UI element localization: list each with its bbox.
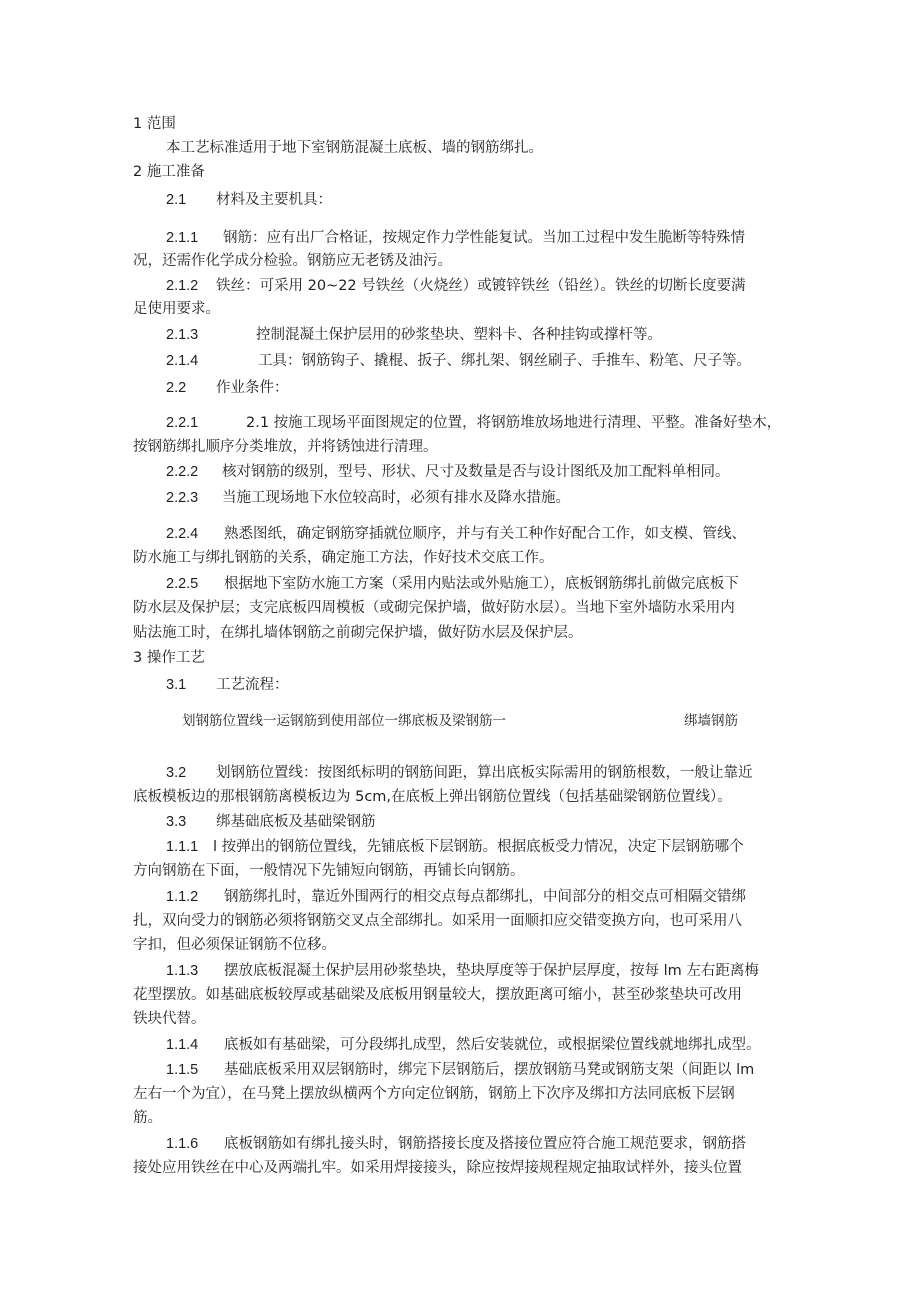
clause-1-1-3 [166, 961, 759, 981]
clause-text: 铁丝：可采用 20~22 号铁丝（火烧丝）或镀锌铁丝（铅丝）。铁丝的切断长度要满 [216, 278, 746, 294]
clause-1-1-2 [166, 887, 746, 907]
clause-number: 1.1.1 [166, 839, 199, 855]
clause-2-2-1-cont: 按钢筋绑扎顺序分类堆放，并将锈蚀进行清理。 [133, 439, 438, 455]
clause-2-1 [166, 190, 332, 210]
clause-1-1-1 [166, 837, 744, 857]
clause-text: 工艺流程： [216, 677, 289, 693]
process-flow-left: 划钢筋位置线一运钢筋到使用部位一绑底板及梁钢筋一 [182, 713, 506, 729]
clause-number: 2.2.3 [166, 490, 199, 506]
clause-1-1-5-cont: 左右一个为宜），在马凳上摆放纵横两个方向定位钢筋，钢筋上下次序及绑扣方法同底板下层钢 [133, 1086, 735, 1102]
clause-number: 1.1.2 [166, 889, 199, 905]
clause-text: 熟悉图纸，确定钢筋穿插就位顺序，并与有关工种作好配合工作，如支模、管线、 [224, 526, 746, 542]
clause-text: 当施工现场地下水位较高时，必须有排水及降水措施。 [222, 490, 570, 506]
clause-3-1 [166, 675, 289, 695]
clause-2-1-4 [166, 351, 751, 371]
clause-3-2-cont: 底板模板边的那根钢筋离模板边为 5cm,在底板上弹出钢筋位置线（包括基础梁钢筋位置线）。 [133, 789, 732, 805]
clause-number: 2.2.1 [166, 415, 199, 431]
clause-number: 1.1.3 [166, 963, 199, 979]
clause-1-1-2-cont: 扎，双向受力的钢筋必须将钢筋交叉点全部绑扎。如采用一面顺扣应交错变换方向，也可采用八 [133, 913, 742, 929]
clause-2-2 [166, 378, 289, 398]
clause-number: 2.1.2 [166, 278, 199, 294]
clause-1-1-4 [166, 1035, 761, 1055]
clause-number: 3.1 [166, 677, 187, 693]
clause-number: 2.1.3 [166, 327, 199, 343]
clause-number: 2.2.2 [166, 464, 199, 480]
clause-2-2-2 [166, 462, 730, 482]
clause-2-1-2 [166, 276, 746, 296]
clause-2-2-5 [166, 574, 739, 594]
clause-2-2-4 [166, 524, 746, 544]
clause-text: 划钢筋位置线：按图纸标明的钢筋间距，算出底板实际需用的钢筋根数，一般让靠近 [216, 765, 753, 781]
clause-1-1-6-cont: 接处应用铁丝在中心及两端扎牢。如采用焊接接头，除应按焊接规程规定抽取试样外，接头位置 [133, 1160, 742, 1176]
clause-1-1-3-cont: 花型摆放。如基础底板较厚或基础梁及底板用钢量较大，摆放距离可缩小，甚至砂浆垫块可改用 [133, 987, 742, 1003]
clause-text: 控制混凝土保护层用的砂浆垫块、塑料卡、各种挂钩或撑杆等。 [256, 327, 662, 343]
clause-number: 3.2 [166, 765, 187, 781]
clause-2-2-4-cont: 防水施工与绑扎钢筋的关系，确定施工方法，作好技术交底工作。 [133, 550, 554, 566]
clause-text: 材料及主要机具： [216, 192, 332, 208]
clause-3-3 [166, 812, 376, 832]
clause-text: 根据地下室防水施工方案（采用内贴法或外贴施工），底板钢筋绑扎前做完底板下 [224, 576, 739, 592]
clause-text: 底板钢筋如有绑扎接头时，钢筋搭接长度及搭接位置应符合施工规范要求，钢筋搭 [224, 1136, 746, 1152]
clause-1-1-1-cont: 方向钢筋在下面，一般情况下先铺短向钢筋，再铺长向钢筋。 [133, 863, 525, 879]
clause-text: 底板如有基础梁，可分段绑扎成型，然后安装就位，或根据梁位置线就地绑扎成型。 [224, 1037, 761, 1053]
clause-2-1-1 [166, 228, 745, 248]
clause-text: 2.1 按施工现场平面图规定的位置，将钢筋堆放场地进行清理、平整。准备好垫木， [246, 415, 782, 431]
clause-text: 作业条件： [216, 380, 289, 396]
clause-number: 2.1.1 [166, 230, 199, 246]
clause-number: 2.1 [166, 192, 187, 208]
clause-1-1-5 [166, 1060, 754, 1080]
clause-1-1-2-cont: 字扣，但必须保证钢筋不位移。 [133, 937, 336, 953]
clause-number: 2.2.5 [166, 576, 199, 592]
clause-text: 钢筋：应有出厂合格证，按规定作力学性能复试。当加工过程中发生脆断等特殊情 [223, 230, 745, 246]
clause-text: 核对钢筋的级别，型号、形状、尺寸及数量是否与设计图纸及加工配料单相同。 [222, 464, 730, 480]
clause-text: 摆放底板混凝土保护层用砂浆垫块，垫块厚度等于保护层厚度，按每 lm 左右距离梅 [224, 963, 759, 979]
section-2-heading: 2 施工准备 [133, 164, 205, 180]
clause-2-2-1 [166, 413, 781, 433]
section-1-heading: 1 范围 [133, 116, 176, 132]
section-1-body: 本工艺标准适用于地下室钢筋混凝土底板、墙的钢筋绑扎。 [166, 140, 543, 156]
clause-text: 基础底板采用双层钢筋时，绑完下层钢筋后，摆放钢筋马凳或钢筋支架（间距以 lm [224, 1062, 755, 1078]
section-3-heading: 3 操作工艺 [133, 650, 205, 666]
clause-number: 2.2 [166, 380, 187, 396]
process-flow-right: 绑墙钢筋 [684, 713, 738, 729]
clause-text: 绑基础底板及基础梁钢筋 [216, 814, 376, 830]
clause-2-1-2-cont: 足使用要求。 [133, 301, 220, 317]
clause-3-2 [166, 763, 753, 783]
clause-text: 工具：钢筋钩子、撬棍、扳子、绑扎架、钢丝刷子、手推车、粉笔、尺子等。 [258, 353, 751, 369]
clause-number: 1.1.4 [166, 1037, 199, 1053]
clause-2-2-3 [166, 488, 570, 508]
clause-1-1-5-cont: 筋。 [133, 1110, 162, 1126]
clause-2-1-3 [166, 325, 662, 345]
clause-number: 1.1.6 [166, 1136, 199, 1152]
clause-2-2-5-cont: 防水层及保护层；支完底板四周模板（或砌完保护墙，做好防水层）。当地下室外墙防水采用内 [133, 600, 735, 616]
clause-number: 3.3 [166, 814, 187, 830]
clause-number: 1.1.5 [166, 1062, 199, 1078]
clause-number: 2.1.4 [166, 353, 199, 369]
clause-1-1-3-cont: 铁块代替。 [133, 1011, 206, 1027]
clause-1-1-6 [166, 1134, 746, 1154]
clause-2-2-5-cont: 贴法施工时，在绑扎墙体钢筋之前砌完保护墙，做好防水层及保护层。 [133, 625, 583, 641]
clause-text: 钢筋绑扎时，靠近外围两行的相交点每点都绑扎，中间部分的相交点可相隔交错绑 [224, 889, 746, 905]
clause-text: l 按弹出的钢筋位置线，先铺底板下层钢筋。根据底板受力情况，决定下层钢筋哪个 [213, 839, 744, 855]
clause-2-1-1-cont: 况，还需作化学成分检验。钢筋应无老锈及油污。 [133, 253, 452, 269]
clause-number: 2.2.4 [166, 526, 199, 542]
